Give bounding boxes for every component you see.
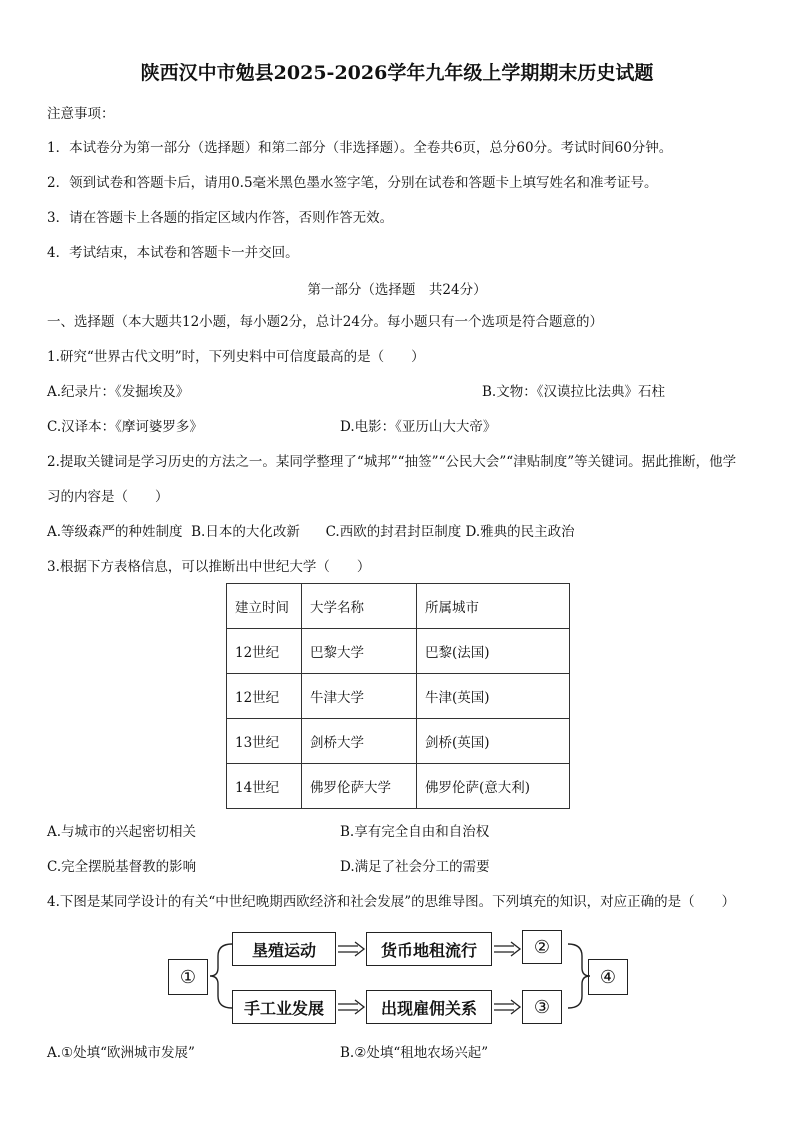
table-cell: 牛津(英国) (417, 674, 570, 719)
node-4: ④ (588, 959, 628, 995)
right-brace (568, 944, 590, 1008)
node-1: ① (168, 959, 208, 995)
node-2: ② (522, 930, 562, 964)
notice-item: 4．考试结束，本试卷和答题卡一并交回。 (47, 245, 299, 261)
table-cell: 剑桥(英国) (417, 719, 570, 764)
double-arrow-icon (494, 942, 520, 956)
table-cell: 牛津大学 (302, 674, 417, 719)
table-cell: 12世纪 (227, 674, 302, 719)
double-arrow-icon (494, 1000, 520, 1014)
node-handicraft: 手工业发展 (232, 990, 336, 1024)
table-header: 建立时间 (227, 584, 302, 629)
notice-heading: 注意事项： (47, 106, 115, 122)
part1-heading: 第一部分（选择题 共24分） (307, 282, 487, 298)
node-wage-labor: 出现雇佣关系 (366, 990, 492, 1024)
table-cell: 14世纪 (227, 764, 302, 809)
question-3-option-a: A.与城市的兴起密切相关 (47, 824, 197, 840)
question-3-option-b: B.享有完全自由和自治权 (340, 824, 490, 840)
table-cell: 12世纪 (227, 629, 302, 674)
table-cell: 巴黎(法国) (417, 629, 570, 674)
notice-item: 2．领到试卷和答题卡后，请用0.5毫米黑色墨水签字笔，分别在试卷和答题卡上填写姓名和准考证号。 (47, 175, 658, 191)
left-brace (210, 944, 232, 1008)
question-3-stem: 3.根据下方表格信息，可以推断出中世纪大学（ ） (47, 559, 371, 575)
double-arrow-icon (338, 1000, 364, 1014)
page-title: 陕西汉中市勉县2025-2026学年九年级上学期期末历史试题 (140, 62, 654, 84)
question-2-stem-cont: 习的内容是（ ） (47, 489, 169, 505)
question-1-stem: 1.研究“世界古代文明”时，下列史料中可信度最高的是（ ） (47, 349, 425, 365)
node-land-reclamation: 垦殖运动 (232, 932, 336, 966)
table-cell: 13世纪 (227, 719, 302, 764)
notice-item: 1．本试卷分为第一部分（选择题）和第二部分（非选择题）。全卷共6页，总分60分。考试时间60分钟。 (47, 140, 673, 156)
question-1-option-a: A.纪录片：《发掘埃及》 (47, 384, 190, 400)
question-1-option-b: B.文物：《汉谟拉比法典》石柱 (482, 384, 665, 400)
question-1-option-c: C.汉译本：《摩诃婆罗多》 (47, 419, 203, 435)
question-4-option-a: A.①处填“欧洲城市发展” (47, 1045, 195, 1061)
question-2-stem: 2.提取关键词是学习历史的方法之一。某同学整理了“城邦”“抽签”“公民大会”“津贴制度”等关键词。据此推断，他学 (47, 454, 737, 470)
question-4-stem: 4.下图是某同学设计的有关“中世纪晚期西欧经济和社会发展”的思维导图。下列填充的知识，对应正确的是（ ） (47, 894, 736, 910)
table-cell: 剑桥大学 (302, 719, 417, 764)
question-1-option-d: D.电影：《亚历山大大帝》 (340, 419, 497, 435)
table-cell: 佛罗伦萨(意大利) (417, 764, 570, 809)
question-3-option-c: C.完全摆脱基督教的影响 (47, 859, 197, 875)
node-money-rent: 货币地租流行 (366, 932, 492, 966)
section-instruction: 一、选择题（本大题共12小题，每小题2分，总计24分。每小题只有一个选项是符合题意的） (47, 314, 603, 330)
table-header: 所属城市 (417, 584, 570, 629)
table-header: 大学名称 (302, 584, 417, 629)
node-3: ③ (522, 990, 562, 1024)
notice-item: 3．请在答题卡上各题的指定区域内作答，否则作答无效。 (47, 210, 394, 226)
double-arrow-icon (338, 942, 364, 956)
question-3-option-d: D.满足了社会分工的需要 (340, 859, 490, 875)
question-2-options: A.等级森严的种姓制度 B.日本的大化改新 C.西欧的封君封臣制度 D.雅典的民主政治 (47, 524, 575, 540)
question-4-option-b: B.②处填“租地农场兴起” (340, 1045, 489, 1061)
table-cell: 佛罗伦萨大学 (302, 764, 417, 809)
table-cell: 巴黎大学 (302, 629, 417, 674)
